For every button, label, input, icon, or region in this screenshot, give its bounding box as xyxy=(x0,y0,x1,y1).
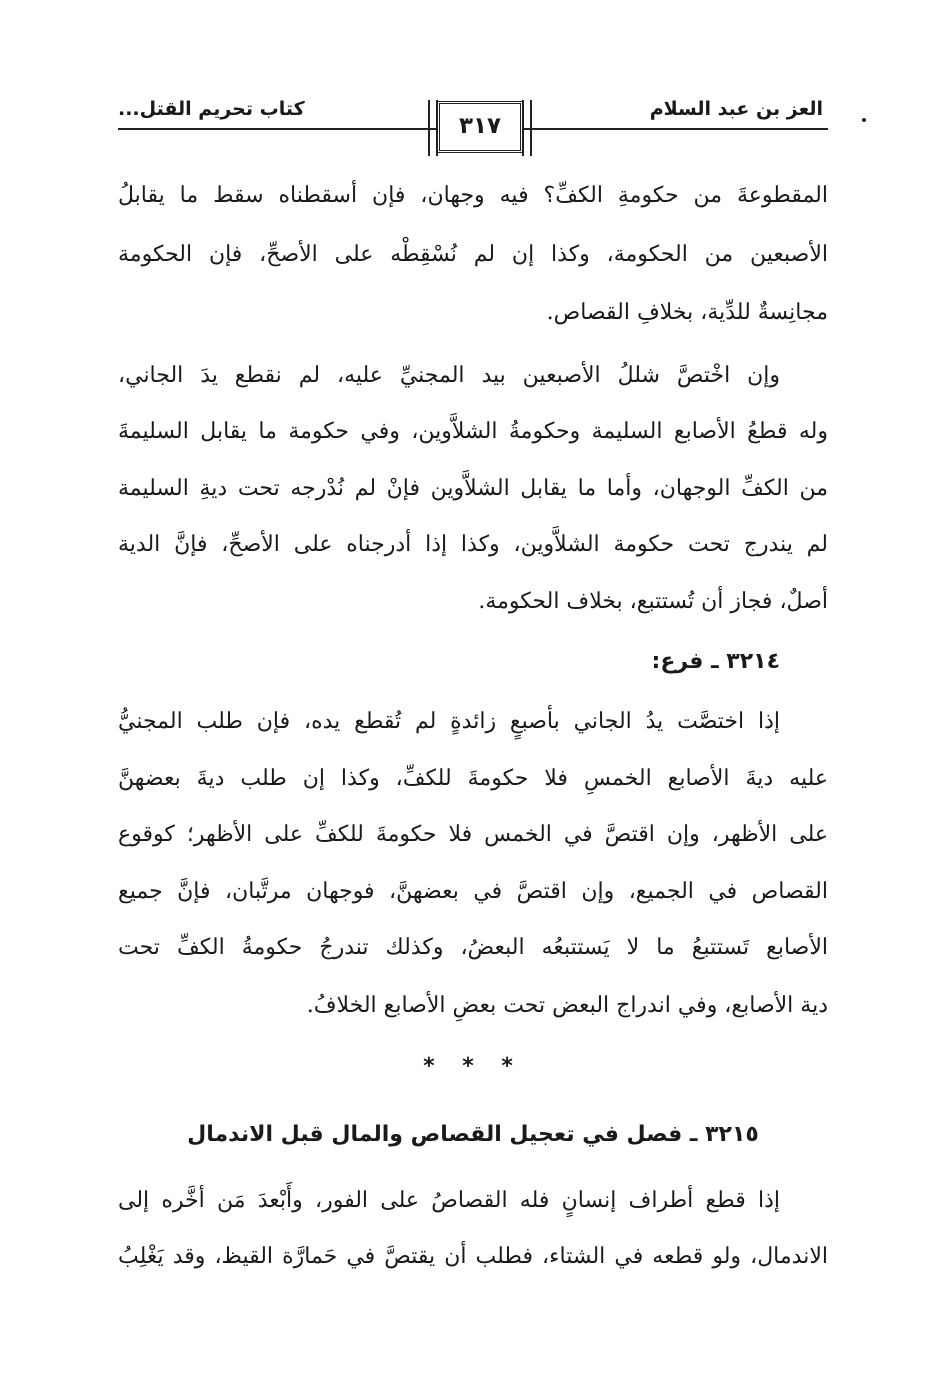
text-line: على الأظهر، وإن اقتصَّ في الخمس فلا حكومةَ للكفِّ على الأظهر؛ كوقوع xyxy=(118,822,828,847)
text-line: الأصبعين من الحكومة، وكذا إن لم نُسْقِطْه على الأصحِّ، فإن الحكومة xyxy=(118,242,828,267)
page-number: ٣١٧ xyxy=(458,113,502,139)
text-line: وله قطعُ الأصابع السليمة وحكومةُ الشلاَّوين، وفي حكومة ما يقابل السليمةَ xyxy=(118,419,828,444)
section-separator: * * * xyxy=(423,1054,523,1079)
page-number-frame xyxy=(437,101,523,153)
text-line: الأصابع تَستتبعُ ما لا يَستتبعُه البعضُ، وكذلك تندرجُ حكومةُ الكفِّ تحت xyxy=(118,935,828,960)
running-header-book-title: كتاب تحريم القتل... xyxy=(118,98,305,120)
text-line: من الكفِّ الوجهان، وأما ما يقابل الشلاَّوين فإنْ لم نُدْرجه تحت ديةِ السليمة xyxy=(118,476,828,501)
running-header-author: العز بن عبد السلام xyxy=(649,98,823,120)
text-line: القصاص في الجميع، وإن اقتصَّ في بعضهنَّ، فوجهان مرتَّبان، فإنَّ جميع xyxy=(118,879,828,904)
text-line: إذا قطع أطراف إنسانٍ فله القصاصُ على الفور، وأَبْعدَ مَن أخَّره إلى xyxy=(118,1188,780,1213)
text-line: وإن اخْتصَّ شللُ الأصبعين بيد المجنيِّ عليه، لم نقطع يدَ الجاني، xyxy=(118,363,780,388)
text-line: دية الأصابع، وفي اندراج البعض تحت بعضِ الأصابع الخلافُ. xyxy=(306,993,828,1018)
subsection-heading: ٣٢١٤ ـ فرع: xyxy=(651,649,780,674)
text-line: مجانِسةٌ للدِّية، بخلافِ القصاص. xyxy=(546,300,828,325)
text-line: المقطوعةَ من حكومةِ الكفِّ؟ فيه وجهان، فإن أسقطناه سقط ما يقابلُ xyxy=(118,183,828,208)
text-line: أصلٌ، فجاز أن تُستتبع، بخلاف الحكومة. xyxy=(478,589,828,614)
text-line: لم يندرج تحت حكومة الشلاَّوين، وكذا إذا أدرجناه على الأصحِّ، فإنَّ الدية xyxy=(118,532,828,557)
text-line: الاندمال، ولو قطعه في الشتاء، فطلب أن يقتصَّ في حَمارَّة القيظ، وقد يَغْلِبُ xyxy=(118,1244,828,1269)
text-line: عليه ديةَ الأصابع الخمسِ فلا حكومةَ للكفِّ، وكذا إن طلب ديةَ بعضهنَّ xyxy=(118,766,828,791)
text-line: إذا اختصَّت يدُ الجاني بأصبعٍ زائدةٍ لم تُقطع يده، فإن طلب المجنيُّ xyxy=(118,709,780,734)
section-title: ٣٢١٥ ـ فصل في تعجيل القصاص والمال قبل الاندمال xyxy=(187,1122,759,1147)
header-mark xyxy=(862,118,866,122)
